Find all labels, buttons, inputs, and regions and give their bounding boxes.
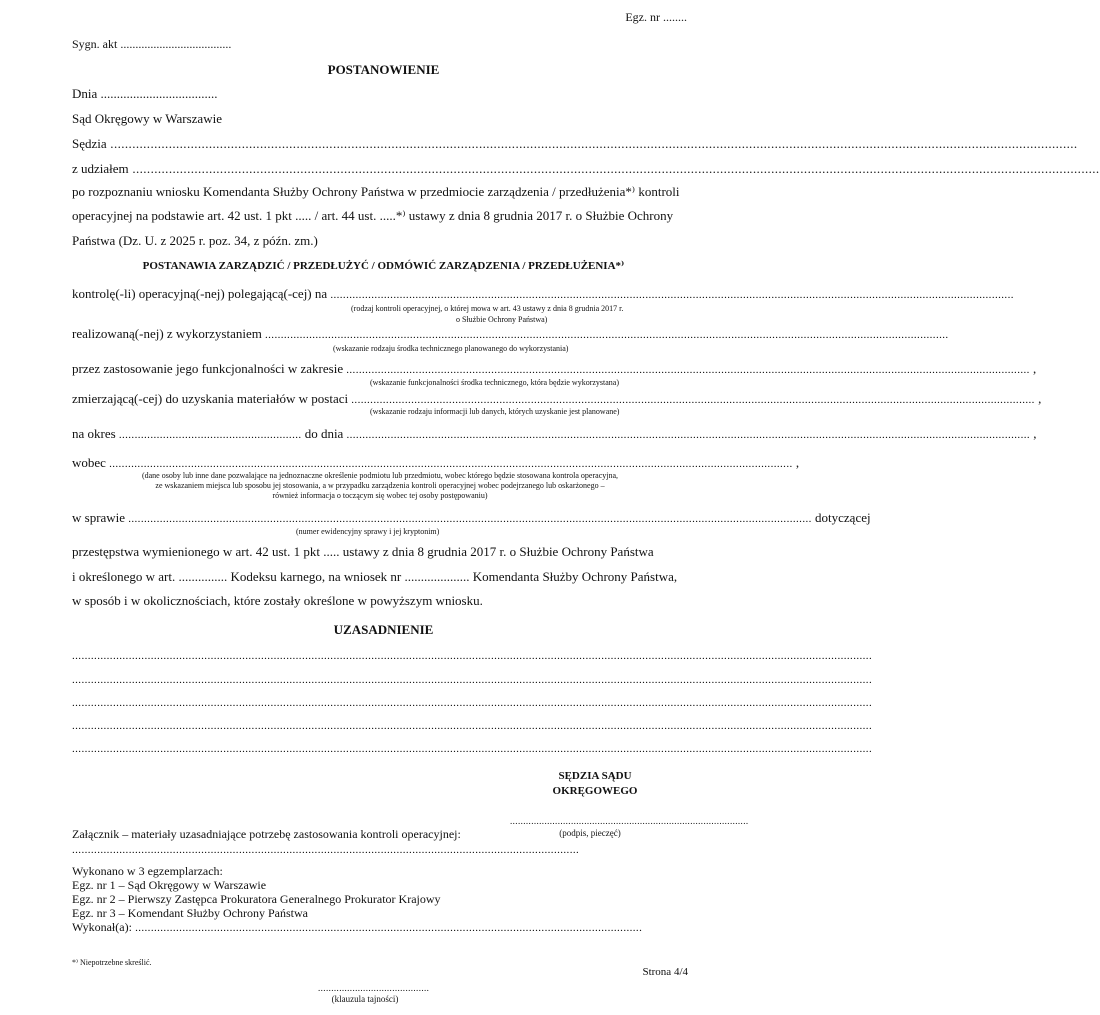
copy-2: Egz. nr 2 – Pierwszy Zastępca Prokuratora Generalnego Prokurator Krajowy <box>72 892 441 906</box>
attachment-label: Załącznik – materiały uzasadniające potrzebę zastosowania kontroli operacyjnej: <box>72 827 461 841</box>
subject-line: wobec ......................................................................................................................................................................................................................... , <box>72 455 800 470</box>
signature-title-1: SĘDZIA SĄDU <box>558 770 632 782</box>
copies-heading: Wykonano w 3 egzemplarzach: <box>72 864 223 878</box>
functionality-line: przez zastosowanie jego funkcjonalności w zakresie ......................................................................................................................................................................................................................... , <box>72 361 1037 376</box>
footnote: *⁾ Niepotrzebne skreślić. <box>72 958 152 967</box>
justification-heading: UZASADNIENIE <box>333 622 434 637</box>
justification-line-5: .............................................................................................................................................................................................................................................................. <box>72 743 873 755</box>
signature-title-2: OKRĘGOWEGO <box>552 785 638 797</box>
period-line: na okres .......................................................... do dnia ......................................................................................................................................................................................................................... , <box>72 426 1037 441</box>
closing-line-1: przestępstwa wymienionego w art. 42 ust. 1 pkt ..... ustawy z dnia 8 grudnia 2017 r. o Służbie Ochrony Państwa <box>72 544 654 559</box>
copy-3: Egz. nr 3 – Komendant Służby Ochrony Państwa <box>72 906 308 920</box>
case-signature: Sygn. akt ..................................... <box>72 37 232 51</box>
decision-heading: POSTANAWIA ZARZĄDZIĆ / PRZEDŁUŻYĆ / ODMÓWIĆ ZARZĄDZENIA / PRZEDŁUŻENIA*⁾ <box>142 260 625 272</box>
intro-line-2: operacyjnej na podstawie art. 42 ust. 1 pkt ..... / art. 44 ust. .....*⁾ ustawy z dnia 8 grudnia 2017 r. o Służbie Ochrony <box>72 208 674 223</box>
technical-means-line <box>72 326 949 342</box>
classification-dots: .......................................... <box>318 983 430 993</box>
copy-1: Egz. nr 1 – Sąd Okręgowy w Warszawie <box>72 878 267 892</box>
judge-dots: ......................................................................................................................................................................................................................................................................... <box>106 136 1078 151</box>
materials-dots: ......................................................................................................................................................................................................................... <box>348 394 1035 406</box>
author-label: Wykonał(a): <box>72 920 132 934</box>
case-line <box>72 510 871 526</box>
materials-hint: (wskazanie rodzaju informacji lub danych, których uzyskanie jest planowane) <box>370 407 620 416</box>
functionality-dots: ......................................................................................................................................................................................................................... <box>343 364 1030 376</box>
justification-line-1: .............................................................................................................................................................................................................................................................. <box>72 650 873 662</box>
court-name: Sąd Okręgowy w Warszawie <box>72 111 222 126</box>
until-label: do dnia <box>304 426 344 441</box>
control-type-hint-1: (rodzaj kontroli operacyjnej, o której mowa w art. 43 ustawy z dnia 8 grudnia 2017 r. <box>351 304 624 313</box>
justification-line-3: .............................................................................................................................................................................................................................................................. <box>72 697 873 709</box>
participation-line <box>72 161 1100 177</box>
date-line: Dnia .................................... <box>72 86 218 101</box>
control-type-line <box>72 286 1014 302</box>
functionality-label: przez zastosowanie jego funkcjonalności w zakresie <box>72 361 344 376</box>
justification-line-4: .............................................................................................................................................................................................................................................................. <box>72 720 873 732</box>
intro-line-1: po rozpoznaniu wniosku Komendanta Służby Ochrony Państwa w przedmiocie zarządzenia / przedłużenia*⁾ kontroli <box>72 184 680 199</box>
concerning-label: dotyczącej <box>815 510 871 525</box>
case-hint: (numer ewidencyjny sprawy i jej kryptonim) <box>296 527 440 536</box>
subject-dots: ......................................................................................................................................................................................................................... <box>105 458 793 470</box>
classification-label: (klauzula tajności) <box>331 994 399 1004</box>
subject-hint-2: ze wskazaniem miejsca lub sposobu jej stosowania, a w przypadku zarządzenia kontroli operacyjnej wobec podejrzanego lub oskarżonego – <box>155 481 605 490</box>
functionality-hint: (wskazanie funkcjonalności środka technicznego, która będzie wykorzystana) <box>370 378 620 387</box>
control-type-dots: ......................................................................................................................................................................................................................... <box>327 289 1014 301</box>
technical-means-hint: (wskazanie rodzaju środka technicznego planowanego do wykorzystania) <box>333 344 569 353</box>
participation-dots: ......................................................................................................................................................................................................................................................................... <box>128 161 1100 176</box>
period-label: na okres <box>72 426 116 441</box>
author-dots: ................................................................................................................................................................. <box>131 922 643 934</box>
subject-hint-1: (dane osoby lub inne dane pozwalające na jednoznaczne określenie podmiotu lub przedmiotu, wobec którego będzie stosowana kontrola operacyjna, <box>141 471 619 480</box>
case-label: w sprawie <box>72 510 126 525</box>
judge-label: Sędzia <box>72 136 107 151</box>
page-number: Strona 4/4 <box>642 966 688 978</box>
document-title: POSTANOWIENIE <box>327 62 440 77</box>
intro-line-3: Państwa (Dz. U. z 2025 r. poz. 34, z późn. zm.) <box>72 233 318 248</box>
judge-line <box>72 136 1078 152</box>
closing-line-2: i określonego w art. ............... Kodeksu karnego, na wniosek nr .................... Komendanta Służby Ochrony Państwa, <box>72 569 678 584</box>
control-type-label: kontrolę(-li) operacyjną(-nej) polegającą(-cej) na <box>72 286 328 301</box>
closing-line-3: w sposób i w okolicznościach, które zostały określone w powyższym wniosku. <box>72 593 483 608</box>
subject-hint-3: również informacja o toczącym się wobec tej osoby postępowaniu) <box>272 491 488 500</box>
case-dots: ......................................................................................................................................................................................................................... <box>125 513 812 525</box>
technical-means-label: realizowaną(-nej) z wykorzystaniem <box>72 326 262 341</box>
period-dots: .......................................................... <box>115 429 305 441</box>
copy-number: Egz. nr ........ <box>625 10 687 24</box>
materials-label: zmierzającą(-cej) do uzyskania materiałów w postaci <box>72 391 349 406</box>
technical-means-dots: ......................................................................................................................................................................................................................... <box>261 329 949 341</box>
author-line <box>72 920 643 935</box>
materials-line: zmierzającą(-cej) do uzyskania materiałów w postaci ......................................................................................................................................................................................................................... , <box>72 391 1042 406</box>
control-type-hint-2: o Służbie Ochrony Państwa) <box>456 315 548 324</box>
until-dots: ......................................................................................................................................................................................................................... <box>343 429 1031 441</box>
subject-label: wobec <box>72 455 106 470</box>
participation-label: z udziałem <box>72 161 129 176</box>
attachment-dots: ................................................................................................................................................................. <box>72 844 580 856</box>
signature-dots: .......................................................................................... <box>510 816 749 826</box>
signature-hint: (podpis, pieczęć) <box>559 828 621 838</box>
justification-line-2: .............................................................................................................................................................................................................................................................. <box>72 674 873 686</box>
